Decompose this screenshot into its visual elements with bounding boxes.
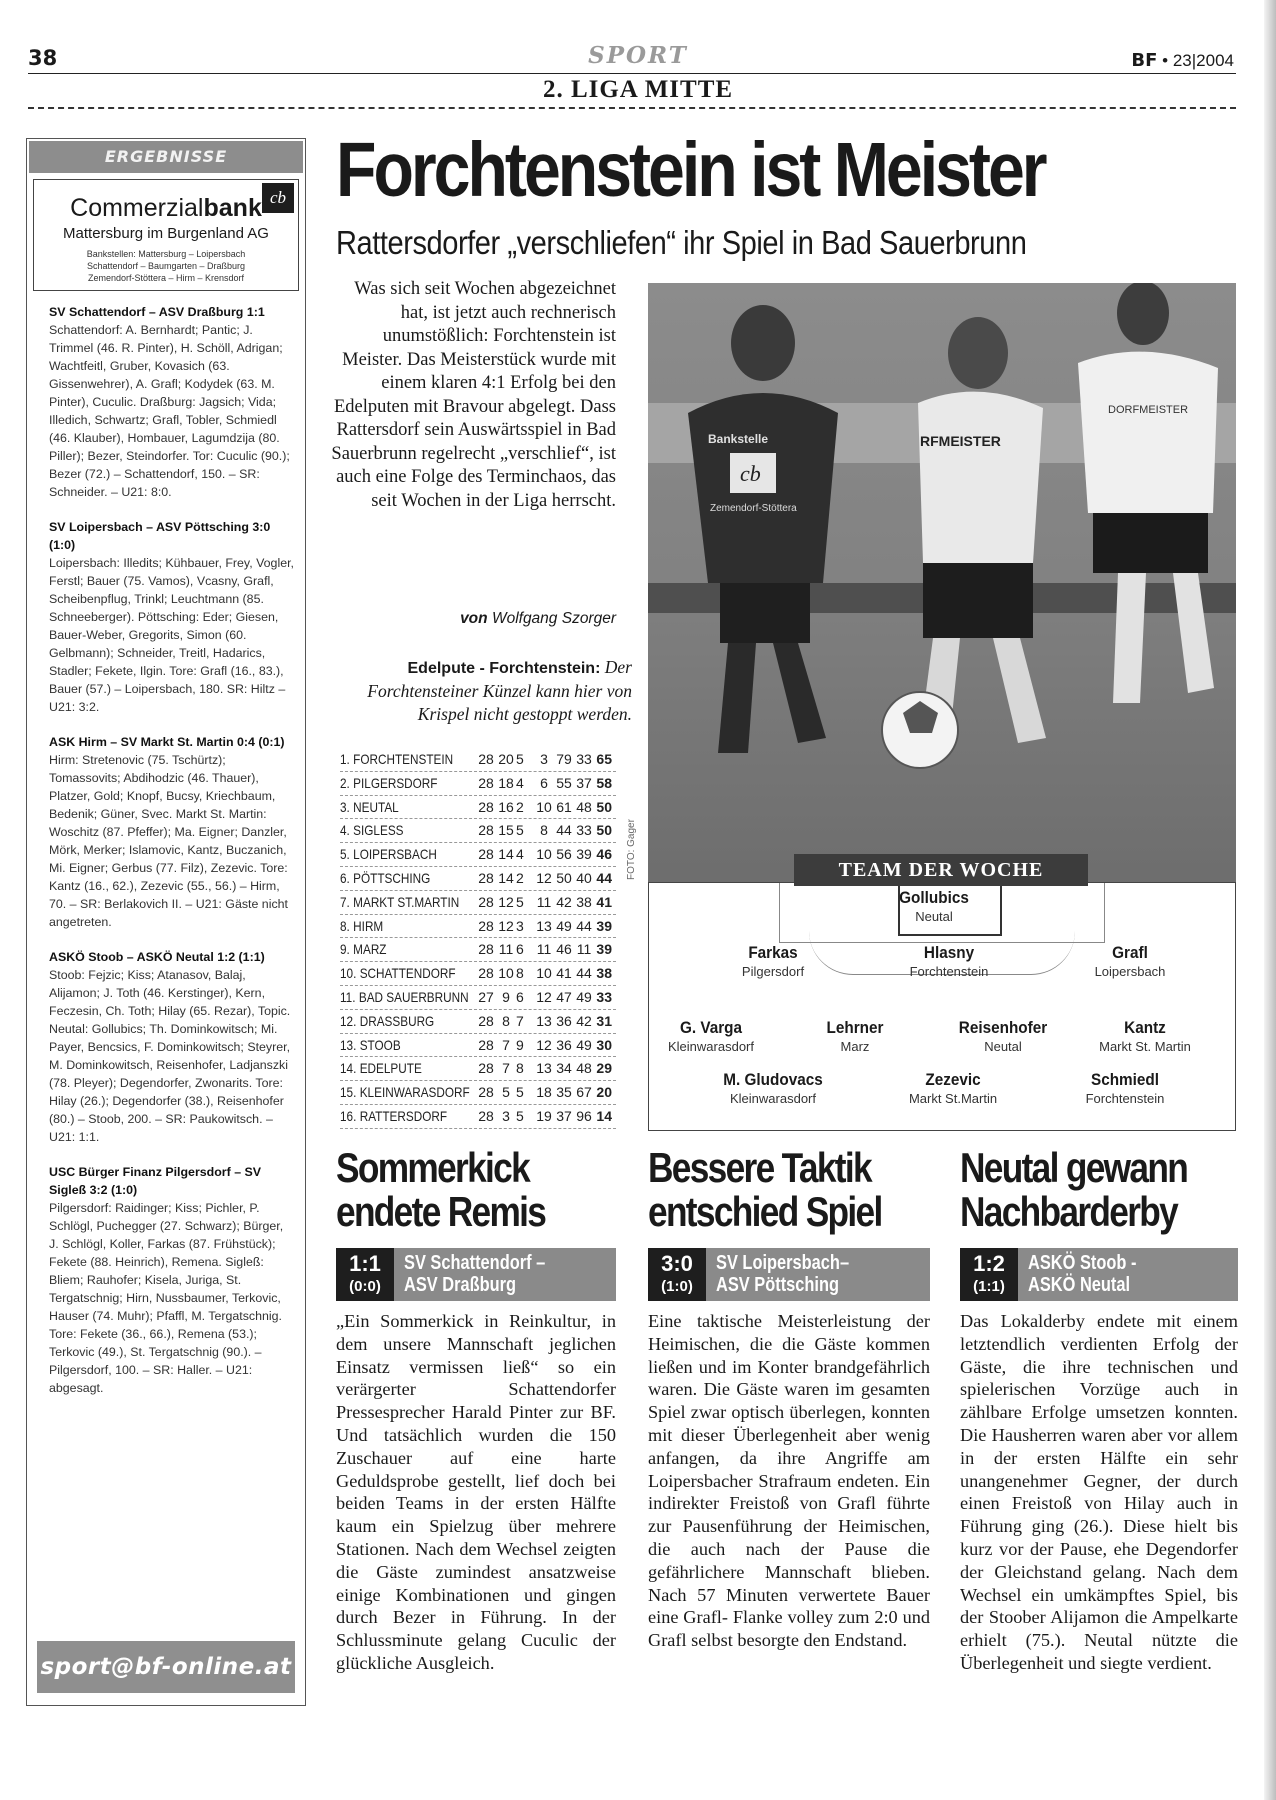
score-team: SV Schattendorf – [404,1252,546,1274]
team-name: HIRM [353,917,384,934]
goals-for-cell: 37 [556,1107,572,1124]
points-cell: 44 [596,869,612,886]
result-item [49,733,295,931]
bank-name-regular: Commerzial [70,194,204,222]
wins-cell: 15 [498,822,514,839]
position-cell: 2. [340,774,350,791]
result-text: Loipersbach: Illedits; Kühbauer, Frey, Vogler, Ferstl; Bauer (75. Vamos), Vcasny, Grafl, Scheibenpflug, Trinkl; Leuchtmann (85. Schneeberger). Pöttsching: Eder; Giesen, Bauer-Weber, Gregorits, Simon (60. Gelbmann); Schneider, Treitl, Hadarics, Stadler; Fekete, Ilgin. Tore: Grafl (16., 83.), Bauer (57.) – Loipersbach, 180. SR: Hiltz – U21: 3:2. [49,556,294,714]
losses-cell: 3 [540,751,548,767]
team-player [1040,1070,1210,1106]
draws-cell: 4 [516,774,524,791]
wins-cell: 8 [502,1012,510,1029]
bank-branch-line: Zemendorf-Stöttera – Hirm – Krensdorf [87,273,245,283]
goals-against-cell: 11 [576,941,592,958]
draws-cell: 2 [516,798,524,815]
score-box [648,1248,706,1301]
wins-cell: 10 [498,965,514,982]
result-title: SV Loipersbach – ASV Pöttsching 3:0 (1:0) [49,520,271,552]
article-body: „Ein Sommerkick in Reinkultur, in dem unsere Mannschaft jeglichen Einsatz vermissen ließ“ so ein verärgerter Schattendorfer Pressesprecher Harald Pinter zur BF. Und tatsächlich wurden die 150 Zuschauer auf eine harte Geduldsprobe gestellt, lief doch bei beiden Teams in der ersten Hälfte kaum ein Spielzug über mehrere Stationen. Nach dem Wechsel zeigten die Gäste zumindest ansatzweise einige Kombinationen und gingen durch Bezer in Führung. In der Schlussminute gelang Cuculic der glückliche Ausgleich. [336,1311,616,1673]
losses-cell: 12 [536,988,552,1005]
goals-against-cell: 48 [576,1060,592,1077]
points-cell: 50 [596,822,612,839]
draws-cell: 8 [516,1060,524,1077]
player-name: Kantz [1124,1018,1166,1037]
points-cell: 65 [596,751,612,767]
team-name: MARKT ST.MARTIN [353,893,460,910]
bank-logo-icon: cb [262,183,294,213]
goals-against-cell: 49 [576,1036,592,1053]
position-cell: 15. [340,1084,357,1101]
points-cell: 38 [596,965,612,982]
losses-cell: 13 [536,1012,552,1029]
shirt-text: DORFMEISTER [1108,404,1189,416]
score-team: ASV Draßburg [404,1274,517,1296]
player-name: Gollubics [899,888,969,907]
goals-for-cell: 50 [556,869,572,886]
losses-cell: 10 [536,965,552,982]
team-name: SCHATTENDORF [359,965,456,982]
team-cell [340,986,469,1009]
draws-cell: 7 [516,1012,524,1029]
score-bar [960,1248,1238,1301]
team-cell [340,938,454,961]
games-cell: 28 [478,1107,494,1124]
goals-against-cell: 44 [576,917,592,934]
dashed-divider [28,107,1236,109]
team-name: DRASSBURG [359,1012,435,1029]
result-title: SV Schattendorf – ASV Draßburg 1:1 [49,305,265,319]
losses-cell: 12 [536,869,552,886]
goals-against-cell: 37 [576,774,592,791]
goals-against-cell: 48 [576,798,592,815]
standings-row [340,915,616,939]
issue-separator: • [1162,51,1169,70]
losses-cell: 8 [540,822,548,839]
player-club: Markt St.Martin [908,1091,998,1106]
position-cell: 5. [340,846,350,863]
team-name: PILGERSDORF [353,774,438,791]
intro-text: Was sich seit Wochen abgezeichnet hat, ist jetzt auch rechnerisch unumstößlich: Forchtenstein ist Meister. Das Meisterstück wurde mit einem klaren 4:1 Erfolg bei den Edelputen mit Bravour abgelegt. Dass Rattersdorf sein Auswärtsspiel in Bad Sauerbrunn regelrecht „verschlief“, ist auch eine Folge des Terminchaos, das seit Wochen in der Liga herrscht. [331,279,616,511]
draws-cell: 5 [516,893,524,910]
draws-cell: 4 [516,846,524,863]
goals-for-cell: 34 [556,1060,572,1077]
team-cell [340,748,454,771]
points-cell: 39 [596,917,612,934]
wins-cell: 12 [498,917,514,934]
wins-cell: 16 [498,798,514,815]
team-of-week-label: TEAM DER WOCHE [794,854,1088,886]
games-cell: 28 [478,1060,494,1077]
final-score: 1:1 [349,1251,381,1276]
player-club: Forchtenstein [909,964,989,979]
draws-cell: 6 [516,941,524,958]
team-cell [340,819,454,842]
team-name: RATTERSDORF [359,1107,448,1124]
caption-text: Der Forchtensteiner Künzel kann hier von Krispel nicht gestoppt werden. [367,657,632,724]
team-player [688,943,858,979]
games-cell: 28 [478,751,494,767]
player-club: Kleinwarasdorf [668,1039,754,1054]
score-team: ASKÖ Neutal [1028,1274,1131,1296]
shirt-text: RFMEISTER [920,433,1001,449]
team-cell [340,843,454,866]
main-headline: Forchtenstein ist Meister [336,127,1045,213]
player-name: G. Varga [679,1018,743,1037]
publication-name: BF [1131,50,1158,71]
bank-branch-line: Bankstellen: Mattersburg – Loipersbach [86,249,246,259]
team-name: PÖTTSCHING [353,869,431,886]
goals-for-cell: 46 [556,941,572,958]
sponsor-box [33,179,299,291]
team-cell [340,891,460,914]
goals-against-cell: 49 [576,988,592,1005]
goals-for-cell: 44 [556,822,572,839]
standings-row [340,748,616,772]
email-link[interactable]: sport@bf-online.at [37,1641,295,1693]
losses-cell: 13 [536,1060,552,1077]
result-text: Hirm: Stretenovic (75. Tschürtz); Tomassovits; Abdihodzic (46. Thauer), Platzer, Gold; Knopf, Bucsy, Kriechbaum, Bedenik; Güner, Svec. Markt St. Martin: Woschitz (87. Pfeffer); Ma. Eigner; Danzler, Mörk, Merker; Islamovic, Kantz, Buczanich, Mi. Eigner; Gerbus (77. Filz), Zezevic. Tore: Kantz (16., 62.), Zezevic (55., 56.) – Hirm, 70. – SR: Berlakovich II. – U21: Gäste nicht angetreten. [49,753,288,929]
games-cell: 28 [478,1084,494,1101]
byline-author: Wolfgang Szorger [491,610,616,627]
article-headline [648,1146,882,1234]
standings-table [340,748,616,1129]
player-club: Markt St. Martin [1099,1039,1191,1054]
goals-for-cell: 41 [556,965,572,982]
position-cell: 8. [340,917,350,934]
final-score: 1:2 [973,1251,1005,1276]
score-team: ASKÖ Stoob - [1028,1252,1137,1274]
position-cell: 6. [340,869,350,886]
result-title: ASK Hirm – SV Markt St. Martin 0:4 (0:1) [49,735,285,749]
result-list [27,291,305,1397]
team-name: FORCHTENSTEIN [353,751,454,767]
position-cell: 4. [340,822,350,839]
points-cell: 46 [596,846,612,863]
points-cell: 41 [596,893,612,910]
team-cell [340,1057,454,1080]
halftime-score: (1:1) [973,1278,1005,1295]
standings-row [340,891,616,915]
results-sidebar [26,138,306,1706]
shirt-text: Zemendorf-Stöttera [710,503,797,514]
goals-against-cell: 40 [576,869,592,886]
final-score: 3:0 [661,1251,693,1276]
shirt-logo-icon: cb [740,461,761,486]
team-name: NEUTAL [353,798,399,815]
player-name: Farkas [748,943,798,962]
team-name: BAD SAUERBRUNN [358,988,469,1005]
wins-cell: 5 [502,1084,510,1101]
losses-cell: 12 [536,1036,552,1053]
result-text: Pilgersdorf: Raidinger; Kiss; Pichler, P. Schlögl, Puchegger (27. Schwarz); Bürger, J. Schlögl, Koller, Farkas (87. Frühstück); Fekete (88. Heinrich), Remena. Sigleß: Bliem; Rauhofer; Kisela, Juriga, St. Tergatschnig; Hirn, Nussbaumer, Terkovic, Hauser (74. Muhr); Pfaffl, M. Tergatschnig. Tore: Fekete (36., 66.), Remena (53.); Terkovic (49.), St. Tergatschnig (90.). – Pilgersdorf, 100. – SR: Haller. – U21: abgesagt. [49,1201,284,1395]
standings-row [340,819,616,843]
wins-cell: 7 [502,1060,510,1077]
losses-cell: 19 [536,1107,552,1124]
standings-row [340,1034,616,1058]
team-cell [340,1010,454,1033]
player-name: Schmiedl [1090,1070,1160,1089]
position-cell: 7. [340,893,350,910]
result-item [49,1163,295,1397]
bank-location: Mattersburg im Burgenland AG [63,225,269,242]
player-name: Lehrner [826,1018,884,1037]
position-cell: 12. [340,1012,357,1029]
halftime-score: (1:0) [661,1278,693,1295]
team-player [1045,943,1215,979]
games-cell: 28 [478,774,494,791]
points-cell: 30 [596,1036,612,1053]
team-player [688,1070,858,1106]
draws-cell: 9 [516,1036,524,1053]
games-cell: 28 [478,1036,494,1053]
wins-cell: 20 [498,751,514,767]
draws-cell: 5 [516,751,524,767]
standings-row [340,1010,616,1034]
draws-cell: 5 [516,1107,524,1124]
goals-for-cell: 79 [556,751,572,767]
team-cell [340,796,454,819]
wins-cell: 7 [502,1036,510,1053]
results-heading: ERGEBNISSE [29,141,303,173]
goals-for-cell: 49 [556,917,572,934]
position-cell: 16. [340,1107,357,1124]
standings-row [340,867,616,891]
team-cell [340,867,454,890]
draws-cell: 8 [516,965,524,982]
page-edge-shadow [1264,0,1276,1800]
shirt-text: Bankstelle [708,432,769,446]
team-cell [340,772,454,795]
header-rule [28,73,1236,74]
points-cell: 29 [596,1060,612,1077]
team-player [868,1070,1038,1106]
player-name: Grafl [1112,943,1148,962]
player-club: Pilgersdorf [741,964,805,979]
goals-for-cell: 55 [556,774,572,791]
team-player [849,888,1019,924]
team-player [864,943,1034,979]
player-club: Neutal [915,909,953,924]
bank-name-bold: bank [203,194,262,222]
bank-branch-line: Schattendorf – Baumgarten – Draßburg [86,261,246,271]
wins-cell: 9 [502,988,510,1005]
team-name: KLEINWARASDORF [359,1084,470,1101]
score-teams [716,1252,849,1296]
losses-cell: 6 [540,774,548,791]
team-cell [340,1081,470,1104]
goals-for-cell: 47 [556,988,572,1005]
wins-cell: 14 [498,846,514,863]
score-bar [648,1248,930,1301]
games-cell: 28 [478,869,494,886]
team-player [1060,1018,1230,1054]
caption-label: Edelpute - Forchtenstein: [407,660,601,677]
goals-against-cell: 38 [576,893,592,910]
score-teams [404,1252,545,1296]
goals-for-cell: 36 [556,1012,572,1029]
result-title: ASKÖ Stoob – ASKÖ Neutal 1:2 (1:1) [49,950,265,964]
player-name: Zezevic [925,1070,981,1089]
article-headline-line: Nachbarderby [960,1188,1178,1235]
player-name: Hlasny [923,943,975,962]
points-cell: 31 [596,1012,612,1029]
wins-cell: 12 [498,893,514,910]
games-cell: 28 [478,798,494,815]
points-cell: 14 [596,1107,612,1124]
position-cell: 10. [340,965,357,982]
standings-row [340,1081,616,1105]
page-number: 38 [28,46,58,70]
article-headline-line: endete Remis [336,1188,546,1235]
draws-cell: 3 [516,917,524,934]
byline [330,610,616,628]
article-body: Eine taktische Meisterleistung der Heimischen, die die Gäste kommen ließen und im Konter brandgefährlich waren. Die Gäste waren im gesamten Spiel zwar optisch überlegen, konnten mit dieser Überlegenheit aber wenig anfangen, da ihre Angriffe am Loipersbacher Strafraum endeten. Ein indirekter Freistoß von Grafl führte zur Pausenführung der Heimischen, die auch nach der Pause die gefährlichere Mannschaft blieben. Nach 57 Minuten verwertete Bauer eine Grafl- Flanke volley zum 2:0 und Grafl selbst besorgte den Endstand. [648,1311,930,1651]
position-cell: 1. [340,751,350,767]
standings-row [340,1057,616,1081]
team-cell [340,915,454,938]
article-headline [336,1146,545,1234]
team-name: SIGLESS [353,822,404,839]
score-box [960,1248,1018,1301]
player-club: Neutal [984,1039,1022,1054]
games-cell: 28 [478,917,494,934]
player-club: Marz [840,1039,870,1054]
standings-row [340,962,616,986]
score-team: ASV Pöttsching [716,1274,840,1296]
losses-cell: 11 [536,893,552,910]
draws-cell: 5 [516,822,524,839]
losses-cell: 18 [536,1084,552,1101]
goals-against-cell: 33 [576,751,592,767]
wins-cell: 3 [502,1107,510,1124]
team-player [770,1018,940,1054]
player-name: Reisenhofer [958,1018,1048,1037]
goals-for-cell: 61 [556,798,572,815]
losses-cell: 10 [536,798,552,815]
games-cell: 28 [478,1012,494,1029]
standings-row [340,772,616,796]
standings-row [340,986,616,1010]
sub-headline: Rattersdorfer „verschliefen“ ihr Spiel in Bad Sauerbrunn [336,224,1027,261]
points-cell: 39 [596,941,612,958]
result-title: USC Bürger Finanz Pilgersdorf – SV Sigleß 3:2 (1:0) [49,1165,262,1197]
standings-row [340,938,616,962]
byline-prefix: von [460,610,488,627]
standings-row [340,796,616,820]
player-name: M. Gludovacs [723,1070,823,1089]
goals-against-cell: 39 [576,846,592,863]
goals-against-cell: 67 [576,1084,592,1101]
photo-caption [330,656,632,726]
losses-cell: 13 [536,917,552,934]
points-cell: 20 [596,1084,612,1101]
team-cell [340,962,454,985]
photo-credit: FOTO: Gager [626,819,637,880]
position-cell: 11. [340,988,356,1005]
issue-info [1131,50,1234,71]
bank-branches [42,248,290,284]
team-name: EDELPUTE [359,1060,422,1077]
games-cell: 28 [478,822,494,839]
points-cell: 58 [596,774,612,791]
result-item [49,948,295,1146]
goals-for-cell: 35 [556,1084,572,1101]
losses-cell: 10 [536,846,552,863]
team-cell [340,1034,454,1057]
points-cell: 50 [596,798,612,815]
goals-against-cell: 44 [576,965,592,982]
games-cell: 28 [478,893,494,910]
games-cell: 27 [478,988,494,1005]
draws-cell: 5 [516,1084,524,1101]
points-cell: 33 [596,988,612,1005]
bank-name [42,194,290,223]
games-cell: 28 [478,965,494,982]
section-title: SPORT [588,42,688,69]
article-headline-line: Sommerkick [336,1144,530,1191]
draws-cell: 6 [516,988,524,1005]
score-team: SV Loipersbach– [716,1252,850,1274]
standings-row [340,843,616,867]
goals-against-cell: 96 [576,1107,592,1124]
result-text: Stoob: Fejzic; Kiss; Atanasov, Balaj, Alijamon; J. Toth (46. Kerstinger), Kern, Feczesin, Ch. Toth; Hilay (65. Rezar), Topic. Neutal: Gollubics; Th. Dominkowitsch; Mi. Payer, Bencsics, F. Dominkowitsch; Steyrer, M. Dominkowitsch, Reisenhofer, Ladjanszki (78. Pleyer); Degendorfer, Zwonarits. Tore: Hilay (26.); Degendorfer (38.), Reisenhofer (80.) – Stoob, 200. – SR: Paukowitsch. – U21: 1:1. [49,968,291,1144]
position-cell: 14. [340,1060,357,1077]
draws-cell: 2 [516,869,524,886]
article-headline-line: Neutal gewann [960,1144,1188,1191]
score-teams [1028,1252,1136,1296]
team-name: LOIPERSBACH [353,846,437,863]
team-name: MARZ [353,941,387,958]
article-body: Das Lokalderby endete mit einem letztendlich verdienten Erfolg der Gäste, die ihre technischen und spielerischen Vorzüge auch in zählbare Erfolge umsetzen konnten. Die Hausherren waren aber vor allem in der ersten Hälfte ein sehr unangenehmer Gegner, der durch einen Freistoß von Hilay auch in Führung ging (26.). Diese hielt bis kurz vor der Pause, ehe Degendorfer der Gleichstand gelang. Nach dem Wechsel ein umkämpftes Spiel, bis der Stoober Alijamon die Ampelkarte erhielt (75.). Neutal nützte die Überlegenheit und siegte verdient. [960,1311,1238,1673]
goals-for-cell: 36 [556,1036,572,1053]
goals-against-cell: 33 [576,822,592,839]
goals-for-cell: 56 [556,846,572,863]
position-cell: 13. [340,1036,357,1053]
goals-for-cell: 42 [556,893,572,910]
halftime-score: (0:0) [349,1278,381,1295]
result-item [49,518,295,716]
losses-cell: 11 [536,941,552,958]
score-box [336,1248,394,1301]
position-cell: 9. [340,941,350,958]
article-headline-line: Bessere Taktik [648,1144,871,1191]
player-club: Kleinwarasdorf [730,1091,816,1106]
wins-cell: 11 [498,941,514,958]
games-cell: 28 [478,941,494,958]
result-text: Schattendorf: A. Bernhardt; Pantic; J. Trimmel (46. R. Pinter), H. Schöll, Adrigan; Wachtfeitl, Gruber, Kovasich (63. Gissenwehrer), A. Grafl; Kodydek (63. M. Pinter), Cuculic. Draßburg: Jagsich; Vida; Illedich, Schwartz; Grafl, Tobler, Schmiedl (46. Klauber), Hombauer, Lagumdzija (80. Piller); Bezer, Steindorfer. Tor: Cuculic (90.); Bezer (72.) – Schattendorf, 150. – SR: Schneider. – U21: 8:0. [49,323,290,499]
team-cell [340,1105,454,1128]
result-item [49,303,295,501]
wins-cell: 18 [498,774,514,791]
article-headline-line: entschied Spiel [648,1188,882,1235]
player-club: Loipersbach [1094,964,1166,979]
issue-number: 23|2004 [1172,51,1234,70]
article-headline [960,1146,1187,1234]
standings-row [340,1105,616,1129]
goals-against-cell: 42 [576,1012,592,1029]
games-cell: 28 [478,846,494,863]
score-bar [336,1248,616,1301]
player-club: Forchtenstein [1085,1091,1165,1106]
team-name: STOOB [359,1036,401,1053]
position-cell: 3. [340,798,350,815]
wins-cell: 14 [498,869,514,886]
league-title: 2. LIGA MITTE [542,76,734,103]
